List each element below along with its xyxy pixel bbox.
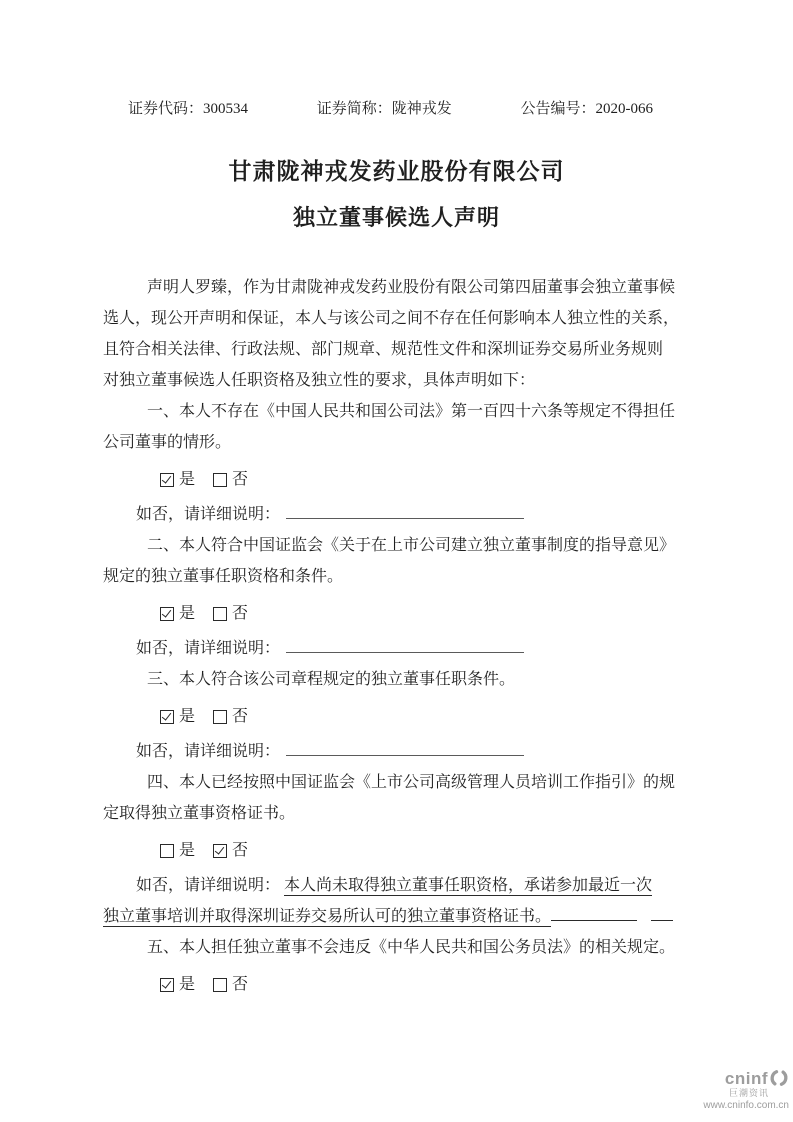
item4-explain-label: 如否，请详细说明： <box>136 877 281 894</box>
item1-no-checkbox <box>213 473 227 487</box>
item2-blank-underline <box>286 638 524 653</box>
item3-text-line: 三、本人符合该公司章程规定的独立董事任职条件。 <box>147 671 516 688</box>
stock-code: 证券代码：300534 <box>128 101 249 117</box>
cninfo-swirl-icon <box>769 1068 789 1088</box>
item4-explain-row <box>103 870 686 932</box>
item2-no-checkbox <box>213 607 227 621</box>
intro-line: 对独立董事候选人任职资格及独立性的要求，具体声明如下： <box>103 372 536 389</box>
item2-text-line: 二、本人符合中国证监会《关于在上市公司建立独立董事制度的指导意见》 <box>147 537 676 554</box>
item4-no-label: 否 <box>232 842 249 859</box>
item1-explain-row <box>103 499 686 530</box>
item5-text-line: 五、本人担任独立董事不会违反《中华人民共和国公务员法》的相关规定。 <box>147 939 676 956</box>
item2-explain-row <box>103 633 686 664</box>
cninfo-logo <box>703 1070 789 1088</box>
item1-yes-label: 是 <box>179 471 196 488</box>
item4-explain-answer: 独立董事培训并取得深圳证券交易所认可的独立董事资格证书。 <box>103 908 552 925</box>
item3-blank-underline <box>286 741 524 756</box>
item5-options <box>103 969 686 1000</box>
underline-extension <box>551 906 637 921</box>
item2-no-label: 否 <box>232 605 249 622</box>
item5-yes-label: 是 <box>179 976 196 993</box>
item4-yes-label: 是 <box>179 842 196 859</box>
item3-options <box>103 701 686 732</box>
item3-explain-row <box>103 736 686 767</box>
company-title: 甘肃陇神戎发药业股份有限公司 <box>228 159 565 184</box>
item3-no-checkbox <box>213 710 227 724</box>
item1-text-line: 一、本人不存在《中国人民共和国公司法》第一百四十六条等规定不得担任 <box>147 403 676 420</box>
cninfo-chinese-name: 巨潮资讯 <box>728 1088 769 1098</box>
item4-text-line: 定取得独立董事资格证书。 <box>103 805 296 822</box>
item1-blank-underline <box>286 504 524 519</box>
item5-yes-checkbox <box>160 978 174 992</box>
item4-yes-checkbox <box>160 844 174 858</box>
item2-options <box>103 598 686 629</box>
document-header <box>128 98 653 120</box>
item2-explain-label: 如否，请详细说明： <box>136 640 281 657</box>
item4-no-checkbox <box>213 844 227 858</box>
document-title: 独立董事候选人声明 <box>292 205 500 230</box>
item1-text-line: 公司董事的情形。 <box>103 434 232 451</box>
announcement-number: 公告编号：2020-066 <box>520 101 653 117</box>
item1-no-label: 否 <box>232 471 249 488</box>
item4-explain-answer: 本人尚未取得独立董事任职资格，承诺参加最近一次 <box>284 877 653 894</box>
item4-text-line: 四、本人已经按照中国证监会《上市公司高级管理人员培训工作指引》的规 <box>147 774 676 791</box>
item4-options <box>103 835 686 866</box>
underline-extension <box>651 906 673 921</box>
cninfo-watermark <box>703 1070 789 1112</box>
item1-yes-checkbox <box>160 473 174 487</box>
item5-no-label: 否 <box>232 976 249 993</box>
item1-explain-label: 如否，请详细说明： <box>136 506 281 523</box>
stock-name: 证券简称：陇神戎发 <box>316 101 452 117</box>
item3-yes-label: 是 <box>179 708 196 725</box>
item2-yes-checkbox <box>160 607 174 621</box>
item5-no-checkbox <box>213 978 227 992</box>
item2-text-line: 规定的独立董事任职资格和条件。 <box>103 568 344 585</box>
item3-no-label: 否 <box>232 708 249 725</box>
item3-explain-label: 如否，请详细说明： <box>136 743 281 760</box>
item1-options <box>103 464 686 495</box>
intro-line: 选人，现公开声明和保证，本人与该公司之间不存在任何影响本人独立性的关系， <box>103 310 680 327</box>
cninfo-logo-text: cninf <box>724 1069 768 1088</box>
item2-yes-label: 是 <box>179 605 196 622</box>
cninfo-url: www.cninfo.com.cn <box>703 1100 789 1111</box>
intro-line: 且符合相关法律、行政法规、部门规章、规范性文件和深圳证券交易所业务规则 <box>103 341 664 358</box>
intro-line: 声明人罗臻，作为甘肃陇神戎发药业股份有限公司第四届董事会独立董事候 <box>147 279 676 296</box>
document-body <box>103 272 686 1004</box>
item3-yes-checkbox <box>160 710 174 724</box>
